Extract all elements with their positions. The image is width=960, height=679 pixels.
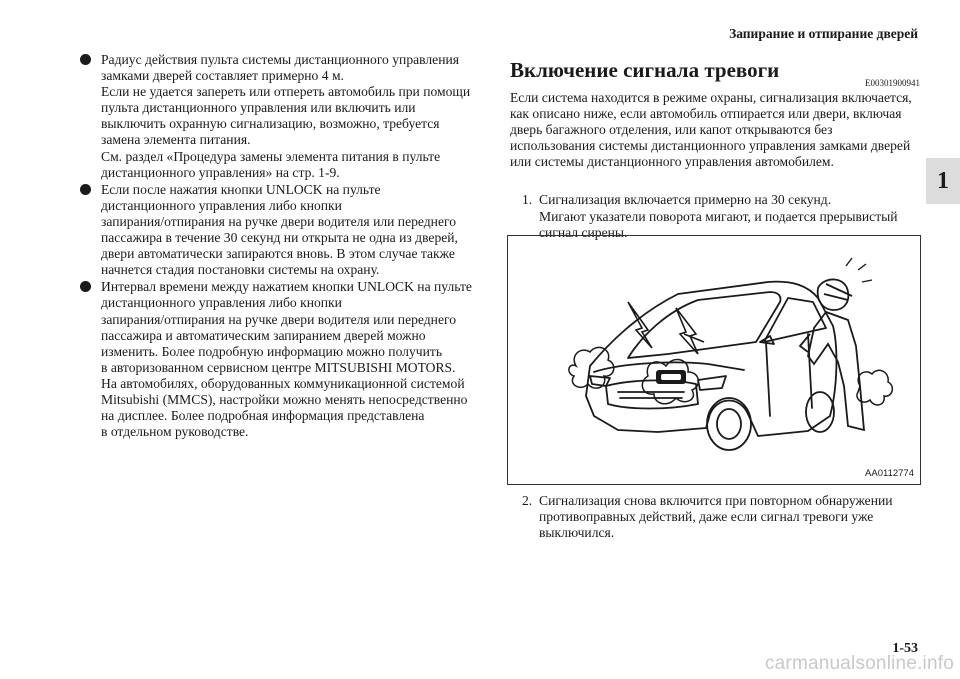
chapter-tab: 1 (926, 158, 960, 204)
bullet-item (78, 279, 488, 440)
text-line: Mitsubishi (MMCS), настройки можно менять непосредственно (101, 391, 468, 407)
text-line: Сигнализация включается примерно на 30 секунд. (539, 192, 832, 208)
text-line: в авторизованном сервисном центре MITSUBISHI MOTORS. (101, 359, 456, 375)
section-code: E00301900941 (865, 78, 920, 88)
right-column (510, 58, 920, 241)
text-line: изменить. Более подробную информацию можно получить (101, 343, 443, 359)
text-line: выключить охранную сигнализацию, возможно, требуется (101, 116, 440, 132)
text-line: пассажира и автоматическим запиранием дверей можно (101, 327, 426, 343)
text-line: дверь багажного отделения, или капот открываются без (510, 122, 833, 138)
text-line: Радиус действия пульта системы дистанционного управления (101, 52, 460, 67)
text-line: выключился. (539, 525, 615, 541)
watermark: carmanualsonline.info (764, 653, 954, 674)
text-line: использования системы дистанционного управления замками дверей (510, 138, 911, 154)
bullet-text (101, 52, 488, 181)
text-line: Интервал времени между нажатием кнопки UNLOCK на пульте (101, 279, 472, 295)
bullet-item (78, 52, 488, 181)
step-text (539, 192, 920, 240)
step-number: 1. (522, 192, 533, 208)
text-line: начнется стадия постановки системы на охрану. (101, 262, 380, 278)
bullet-dot-icon (80, 54, 91, 65)
step-2 (510, 493, 920, 541)
text-line: запирания/отпирания на ручке двери водителя или переднего (101, 213, 457, 229)
text-line: противоправных действий, даже если сигнал тревоги уже (539, 509, 874, 525)
text-line: пульта дистанционного управления или включить или (101, 100, 416, 116)
alarm-illustration (507, 235, 921, 485)
bullet-item (78, 182, 488, 279)
bullet-dot-icon (80, 281, 91, 292)
bullet-text (101, 182, 488, 279)
section-intro (510, 90, 920, 170)
page-number: 1-53 (892, 641, 918, 656)
text-line: сигнал сирены. (539, 224, 628, 240)
step-2-block (510, 493, 920, 541)
text-line: пассажира в течение 30 секунд ни открыта не одна из дверей, (101, 230, 458, 246)
text-line: Если система находится в режиме охраны, сигнализация включается, (510, 90, 912, 105)
text-line: На автомобилях, оборудованных коммуникационной системой (101, 375, 465, 391)
text-line: Если после нажатия кнопки UNLOCK на пульте (101, 181, 381, 197)
text-line: двери автоматически запираются вновь. В этом случае также (101, 246, 455, 262)
figure-code: AA0112774 (865, 468, 914, 479)
text-line: или системы дистанционного управления автомобилем. (510, 154, 834, 170)
text-line: замками дверей составляет примерно 4 м. (101, 68, 344, 84)
text-line: дистанционного управления либо кнопки (101, 197, 342, 213)
text-line: запирания/отпирания на ручке двери водителя или переднего (101, 311, 457, 327)
text-line: в отдельном руководстве. (101, 424, 249, 440)
bullet-dot-icon (80, 184, 91, 195)
car-alarm-drawing (508, 236, 922, 486)
text-line: Сигнализация снова включится при повторном обнаружении (539, 493, 893, 508)
text-line: Мигают указатели поворота мигают, и подается прерывистый (539, 208, 898, 224)
section-title: Включение сигнала тревоги (510, 58, 780, 82)
step-1 (510, 192, 920, 240)
step-text (539, 493, 920, 541)
step-number: 2. (522, 493, 533, 508)
text-line: как описано ниже, если автомобиль отпирается или двери, включая (510, 106, 902, 122)
text-line: дистанционного управления» на стр. 1-9. (101, 164, 340, 180)
left-column (78, 52, 488, 441)
text-line: замена элемента питания. (101, 132, 251, 148)
text-line: Если не удается запереть или отпереть автомобиль при помощи (101, 84, 471, 100)
text-line: См. раздел «Процедура замены элемента питания в пульте (101, 148, 441, 164)
bullet-text (101, 279, 488, 440)
page-header-title: Запирание и отпирание дверей (729, 26, 918, 41)
text-line: дистанционного управления либо кнопки (101, 295, 342, 311)
text-line: на дисплее. Более подробная информация представлена (101, 408, 425, 424)
